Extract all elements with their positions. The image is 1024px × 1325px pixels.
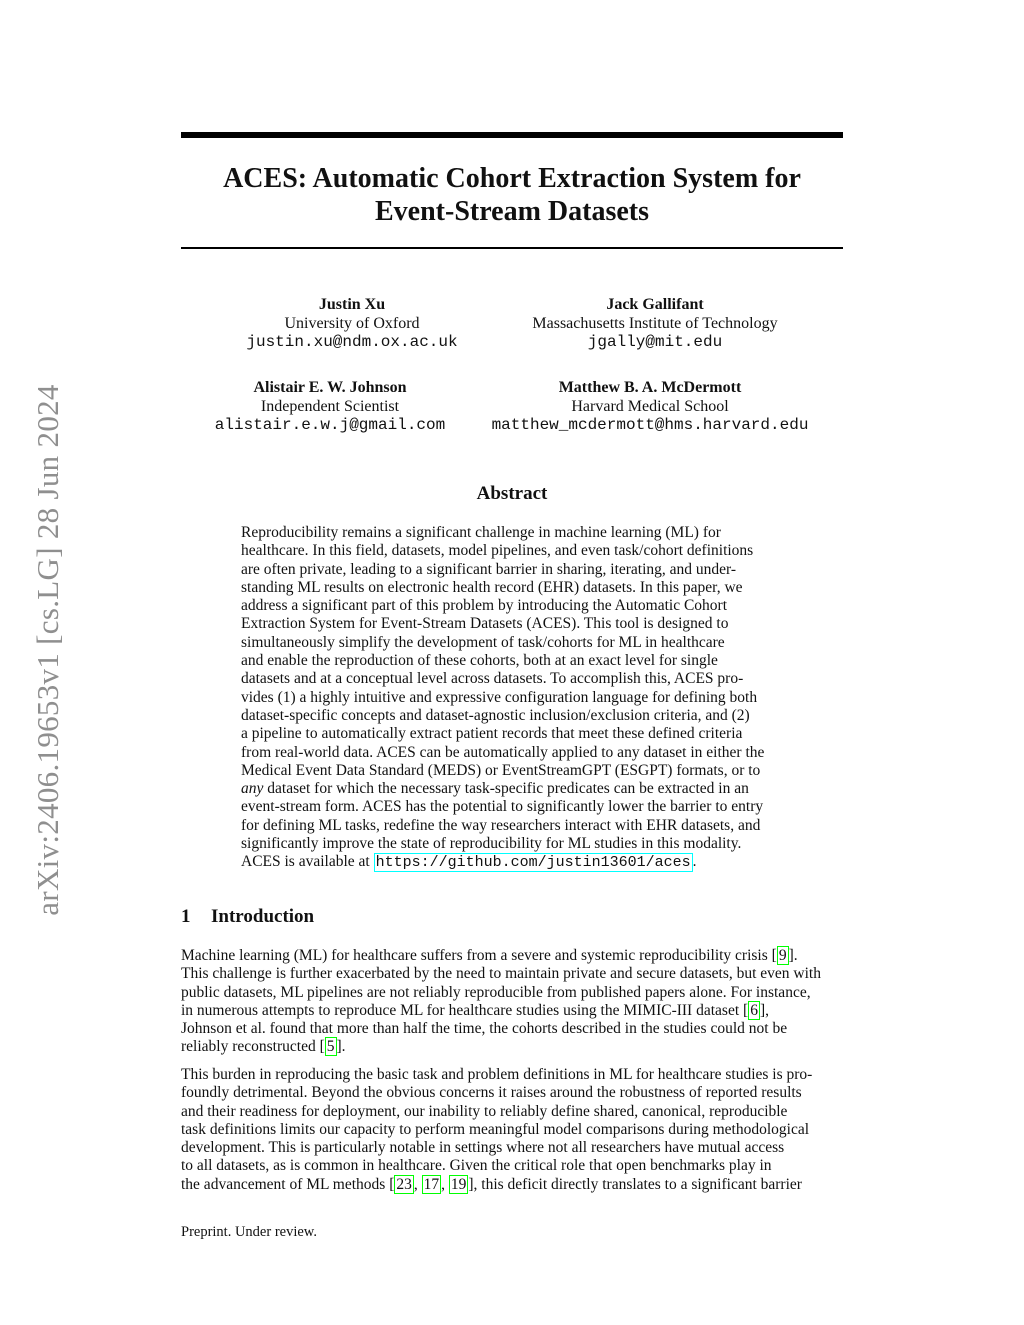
footer-note: Preprint. Under review.: [181, 1224, 317, 1240]
intro-paragraph-2: [181, 1066, 843, 1194]
abstract-heading: Abstract: [476, 483, 548, 504]
author-email[interactable]: jgally@mit.edu: [587, 333, 723, 351]
body-line: This burden in reproducing the basic task and problem definitions in ML for healthcare studies is pro-: [181, 1066, 813, 1083]
github-link[interactable]: https://github.com/justin13601/aces: [375, 854, 691, 872]
citation-link[interactable]: 5: [326, 1038, 335, 1056]
citation-link[interactable]: 9: [778, 947, 787, 964]
citation-link[interactable]: 17: [423, 1175, 440, 1193]
section-heading: [181, 906, 314, 928]
author-block: [500, 296, 810, 352]
citation-link[interactable]: 19: [450, 1175, 467, 1193]
body-line: public datasets, ML pipelines are not reliably reproducible from published papers alone. For instance,: [181, 983, 811, 1001]
abstract-line: are often private, leading to a significant barrier in sharing, iterating, and under-: [241, 560, 737, 578]
abstract-line: dataset-specific concepts and dataset-agnostic inclusion/exclusion criteria, and (2): [241, 706, 750, 724]
abstract-line: and enable the reproduction of these cohorts, both at an exact level for single: [241, 652, 718, 670]
abstract-line: significantly improve the state of reproducibility for ML studies in this modality.: [241, 835, 742, 853]
citation-link[interactable]: 23: [396, 1175, 412, 1193]
abstract-line: healthcare. In this field, datasets, model pipelines, and even task/cohort definitions: [241, 542, 754, 560]
body-line: in numerous attempts to reproduce ML for healthcare studies using the MIMIC-III dataset [ 6 ],: [181, 1001, 769, 1019]
abstract-line: standing ML results on electronic health record (EHR) datasets. In this paper, we: [241, 578, 743, 596]
author-name: Matthew B. A. McDermott: [558, 379, 742, 396]
title-top-rule: [181, 132, 843, 138]
title-line-2: Event-Stream Datasets: [375, 196, 649, 227]
abstract-line: address a significant part of this problem by introducing the Automatic Cohort: [241, 597, 728, 615]
author-name: Alistair E. W. Johnson: [253, 379, 407, 396]
emphasis-any: any: [241, 780, 264, 798]
author-email[interactable]: alistair.e.w.j@gmail.com: [214, 416, 446, 434]
abstract-line: datasets and at a conceptual level across datasets. To accomplish this, ACES pro-: [241, 670, 744, 688]
body-line: development. This is particularly notable in settings where not all researchers have mutual access: [181, 1139, 785, 1157]
abstract-line: simultaneously simplify the development of task/cohorts for ML in healthcare: [241, 633, 725, 651]
author-affiliation: Massachusetts Institute of Technology: [532, 314, 778, 332]
abstract-line: a pipeline to automatically extract patient records that meet these defined criteria: [241, 725, 743, 743]
body-line: This challenge is further exacerbated by the need to maintain private and secure datasets, but even with: [181, 965, 821, 983]
author-block: [232, 296, 472, 352]
abstract-line: ACES is available at https://github.com/justin13601/aces .: [241, 853, 697, 872]
body-line: task definitions limits our capacity to perform meaningful model comparisons during methodological: [181, 1120, 810, 1138]
body-line: foundly detrimental. Beyond the obvious concerns it raises around the robustness of reported results: [181, 1084, 802, 1102]
author-name: Jack Gallifant: [606, 296, 704, 313]
abstract-line: Medical Event Data Standard (MEDS) or EventStreamGPT (ESGPT) formats, or to: [241, 761, 761, 779]
abstract-line: for defining ML tasks, redefine the way researchers interact with EHR datasets, and: [241, 816, 761, 834]
author-affiliation: Independent Scientist: [260, 397, 400, 415]
author-name: Justin Xu: [318, 296, 386, 313]
body-line: Johnson et al. found that more than half the time, the cohorts described in the studies could not be: [181, 1020, 788, 1038]
body-line: to all datasets, as is common in healthcare. Given the critical role that open benchmarks play in: [181, 1157, 772, 1175]
section-number: 1: [181, 906, 191, 927]
author-affiliation: Harvard Medical School: [571, 397, 729, 415]
author-email[interactable]: matthew_mcdermott@hms.harvard.edu: [491, 416, 809, 434]
abstract-line: any dataset for which the necessary task-specific predicates can be extracted in an: [241, 780, 749, 798]
author-email[interactable]: justin.xu@ndm.ox.ac.uk: [246, 333, 458, 351]
abstract-line: event-stream form. ACES has the potential to significantly lower the barrier to entry: [241, 798, 764, 816]
paper-title: [181, 162, 843, 228]
abstract-line: Reproducibility remains a significant challenge in machine learning (ML) for: [241, 524, 721, 541]
title-line-1: ACES: Automatic Cohort Extraction System for: [223, 163, 801, 194]
citation-link[interactable]: 6: [750, 1001, 758, 1019]
author-block: [470, 379, 830, 435]
body-line: and their readiness for deployment, our inability to reliably define shared, canonical, reproducible: [181, 1102, 788, 1120]
abstract-line: vides (1) a highly intuitive and expressive configuration language for defining both: [241, 688, 758, 706]
abstract-line: Extraction System for Event-Stream Datasets (ACES). This tool is designed to: [241, 615, 729, 633]
section-title: Introduction: [211, 906, 315, 927]
author-block: [200, 379, 460, 435]
intro-paragraph-1: [181, 947, 843, 1057]
abstract-body: [241, 524, 784, 873]
body-line: reliably reconstructed [ 5 ].: [181, 1038, 346, 1056]
arxiv-stamp-text: arXiv:2406.19653v1 [cs.LG] 28 Jun 2024: [30, 384, 65, 916]
abstract-line: from real-world data. ACES can be automatically applied to any dataset in either the: [241, 743, 765, 761]
title-bottom-rule: [181, 247, 843, 249]
body-line: Machine learning (ML) for healthcare suffers from a severe and systemic reproducibility crisis [ 9 ].: [181, 947, 798, 964]
author-affiliation: University of Oxford: [284, 314, 420, 332]
body-line: the advancement of ML methods [ 23 , 17 , 19 ], this deficit directly translates to a significant barrier: [181, 1175, 802, 1193]
